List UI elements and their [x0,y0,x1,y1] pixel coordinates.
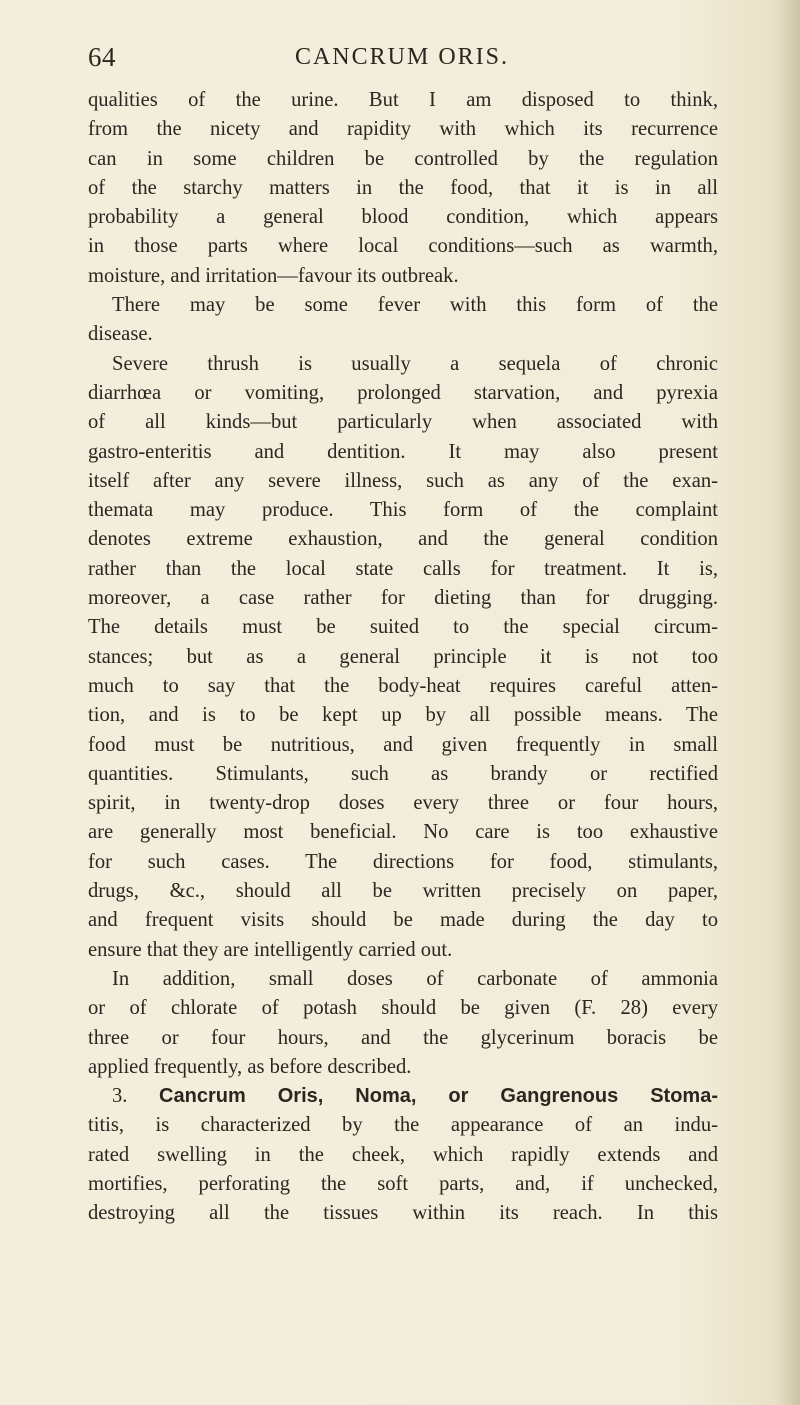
text-line: ensure that they are intelligently carried out. [88,938,453,961]
text-line: moisture, and irritation—favour its outbreak. [88,264,459,287]
running-head-title: CANCRUM ORIS. [294,44,510,70]
page-number: 64 [88,42,116,72]
text-line: for such cases. The directions for food, stimulants, [88,850,718,873]
text-line: gastro-enteritis and dentition. It may also present [88,440,718,463]
text-line: from the nicety and rapidity with which its recurrence [88,118,718,141]
text-line: moreover, a case rather for dieting than for drugging. [88,587,718,610]
text-line: There may be some fever with this form of the [112,294,718,317]
text-line: stances; but as a general principle it is not too [88,645,718,668]
text-line: can in some children be controlled by the regulation [88,147,718,170]
text-line: The details must be suited to the special circum- [88,616,718,639]
section-heading: Cancrum Oris, Noma, or Gangrenous Stoma- [159,1085,718,1108]
text-line: quantities. Stimulants, such as brandy or rectified [88,762,718,785]
text-line: Severe thrush is usually a sequela of chronic [112,352,718,375]
text-line: In addition, small doses of carbonate of ammonia [112,967,718,990]
text-line: denotes extreme exhaustion, and the general condition [88,528,718,551]
section-number: 3. [112,1085,128,1108]
text-line: disease. [88,323,153,346]
text-line: and frequent visits should be made during the day to [88,909,718,932]
section-heading-line [88,1082,718,1111]
text-line: of the starchy matters in the food, that it is in all [88,176,718,199]
text-line: spirit, in twenty-drop doses every three or four hours, [88,792,718,815]
text-line: itself after any severe illness, such as any of the exan- [88,469,718,492]
text-line: drugs, &c., should all be written precisely on paper, [88,880,718,903]
text-line: qualities of the urine. But I am disposed to think, [88,89,718,111]
page-edge-shadow [778,0,800,1405]
text-line: rather than the local state calls for treatment. It is, [88,557,718,580]
text-line: much to say that the body-heat requires careful atten- [88,674,718,697]
text-line: of all kinds—but particularly when associated with [88,411,718,434]
text-line: applied frequently, as before described. [88,1055,412,1078]
text-line: rated swelling in the cheek, which rapidly extends and [88,1143,718,1166]
text-line: in those parts where local conditions—such as warmth, [88,235,718,258]
text-line: tion, and is to be kept up by all possible means. The [88,704,718,727]
text-line: destroying all the tissues within its reach. In this [88,1202,718,1225]
text-line: probability a general blood condition, which appears [88,206,718,229]
text-line: are generally most beneficial. No care is too exhaustive [88,821,718,844]
text-line: or of chlorate of potash should be given (F. 28) every [88,997,718,1020]
text-line: three or four hours, and the glycerinum boracis be [88,1026,718,1049]
text-line: diarrhœa or vomiting, prolonged starvation, and pyrexia [88,381,718,404]
text-line: food must be nutritious, and given frequently in small [88,733,718,756]
text-line: themata may produce. This form of the complaint [88,499,718,522]
text-line: mortifies, perforating the soft parts, and, if unchecked, [88,1172,718,1195]
body-text [88,86,718,1229]
running-head [88,42,716,82]
text-line: titis, is characterized by the appearance of an indu- [88,1114,718,1137]
